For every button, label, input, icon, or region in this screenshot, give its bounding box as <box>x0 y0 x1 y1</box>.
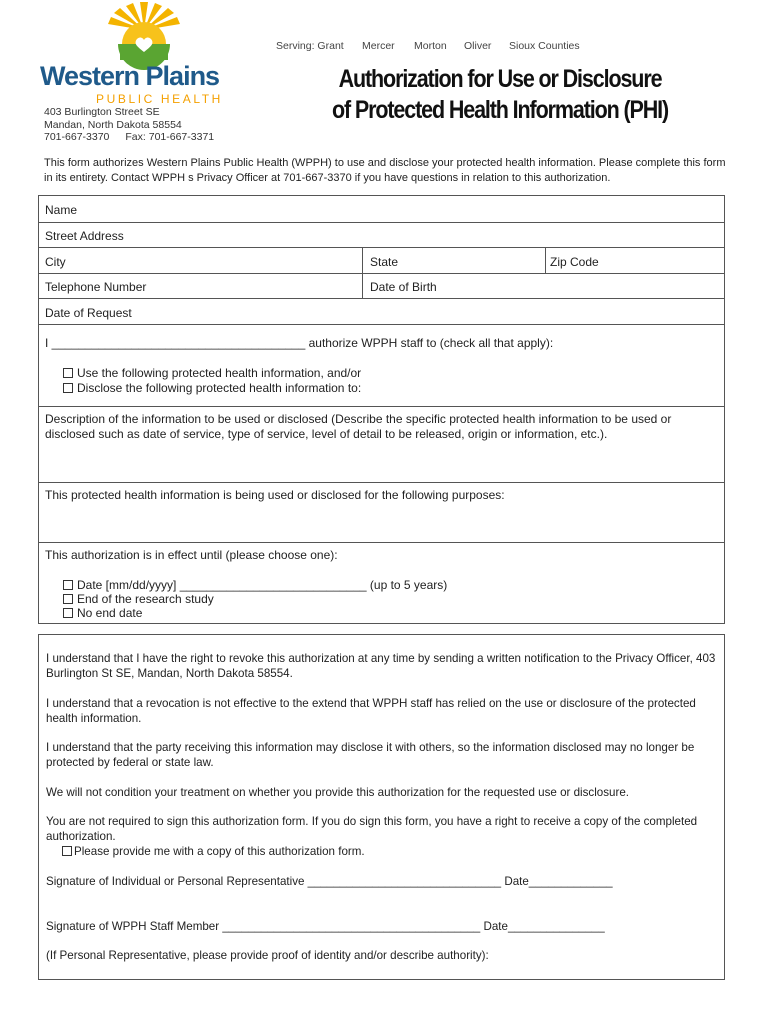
telephone-label: Telephone Number <box>45 280 147 294</box>
row-divider <box>39 273 724 274</box>
description-label: Description of the information to be used or disclosed (Describe the specific protected health information to be used or disclosed such as date of service, type of service, level of detail to be released, origin or information, etc.). <box>45 412 672 441</box>
purposes-label: This protected health information is being used or disclosed for the following purposes: <box>45 488 505 502</box>
wpph-logo <box>40 0 240 108</box>
disclose-checkbox[interactable] <box>63 383 73 393</box>
research-study-label: End of the research study <box>77 592 214 606</box>
copy-request-label: Please provide me with a copy of this authorization form. <box>74 845 365 858</box>
form-title <box>311 64 689 126</box>
svg-text:Western Plains: Western Plains <box>40 61 220 91</box>
title-line-2: of Protected Health Information (PHI) <box>331 96 669 124</box>
serving-label: Serving: Grant <box>276 40 344 52</box>
end-date-checkbox[interactable] <box>63 580 73 590</box>
option-research-study[interactable] <box>63 592 214 606</box>
city-label: City <box>45 255 66 269</box>
signature-requirement-statement: You are not required to sign this authorization form. If you do sign this form, you have a right to receive a copy of the completed authorization. <box>46 815 698 843</box>
copy-request-checkbox[interactable] <box>62 846 72 856</box>
treatment-statement: We will not condition your treatment on whether you provide this authorization for the requested use or disclosure. <box>46 786 630 799</box>
date-of-request-label: Date of Request <box>45 306 132 320</box>
sun-heart-logo-icon <box>40 0 240 108</box>
fax-number: Fax: 701-667-3371 <box>125 131 215 143</box>
column-divider <box>545 247 546 273</box>
county-sioux: Sioux Counties <box>509 40 580 52</box>
revoke-statement: I understand that I have the right to revoke this authorization at any time by sending a written notification to the Privacy Officer, 403 Burlington St SE, Mandan, North Dakota 58554. <box>46 652 716 680</box>
option-end-date[interactable] <box>63 578 447 592</box>
effective-until-label: This authorization is in effect until (please choose one): <box>45 548 338 562</box>
state-label: State <box>370 255 399 269</box>
row-divider <box>39 406 724 407</box>
research-study-checkbox[interactable] <box>63 594 73 604</box>
individual-signature-line[interactable]: Signature of Individual or Personal Representative ______________________________ Date_____________ <box>46 875 613 888</box>
street-address-label: Street Address <box>45 229 124 243</box>
title-line-1: Authorization for Use or Disclosure <box>338 65 662 93</box>
disclose-option[interactable] <box>63 381 361 395</box>
revocation-statement: I understand that a revocation is not effective to the extend that WPPH staff has relied on the use or disclosure of the protected health information. <box>46 697 696 725</box>
city-line: Mandan, North Dakota 58554 <box>44 118 182 131</box>
end-date-label: Date [mm/dd/yyyy] ____________________________ (up to 5 years) <box>77 578 448 592</box>
authorize-statement: I ______________________________________ authorize WPPH staff to (check all that apply): <box>45 336 554 350</box>
county-oliver: Oliver <box>464 40 492 52</box>
use-option-label: Use the following protected health information, and/or <box>77 366 362 380</box>
row-divider <box>39 298 724 299</box>
no-end-date-label: No end date <box>77 606 143 620</box>
patient-info-form <box>38 195 725 624</box>
staff-signature-line[interactable]: Signature of WPPH Staff Member ________________________________________ Date_______________ <box>46 920 605 933</box>
date-of-birth-label: Date of Birth <box>370 280 437 294</box>
county-morton: Morton <box>414 40 447 52</box>
row-divider <box>39 324 724 325</box>
row-divider <box>39 542 724 543</box>
use-checkbox[interactable] <box>63 368 73 378</box>
intro-text: This form authorizes Western Plains Public Health (WPPH) to use and disclose your protected health information. Please complete this form in its entirety. Contact WPPH s Privacy Officer at 701-667-3370 if you have questions in relation to this authorization. <box>44 157 726 184</box>
option-no-end-date[interactable] <box>63 606 142 620</box>
county-mercer: Mercer <box>362 40 395 52</box>
no-end-date-checkbox[interactable] <box>63 608 73 618</box>
disclose-option-label: Disclose the following protected health information to: <box>77 381 362 395</box>
phone-number: 701-667-3370 <box>44 131 110 143</box>
row-divider <box>39 222 724 223</box>
name-label: Name <box>45 203 78 217</box>
copy-request-option[interactable] <box>62 845 365 858</box>
row-divider <box>39 247 724 248</box>
row-divider <box>39 482 724 483</box>
office-address <box>44 106 214 144</box>
zip-code-label: Zip Code <box>550 255 599 269</box>
representative-note: (If Personal Representative, please provide proof of identity and/or describe authority): <box>46 949 489 962</box>
svg-text:PUBLIC HEALTH: PUBLIC HEALTH <box>96 92 223 106</box>
phone-fax-line <box>44 131 214 144</box>
use-option[interactable] <box>63 366 361 380</box>
street-line: 403 Burlington Street SE <box>44 106 160 118</box>
redisclosure-statement: I understand that the party receiving this information may disclose it with others, so the information disclosed may no longer be protected by federal or state law. <box>46 741 695 769</box>
